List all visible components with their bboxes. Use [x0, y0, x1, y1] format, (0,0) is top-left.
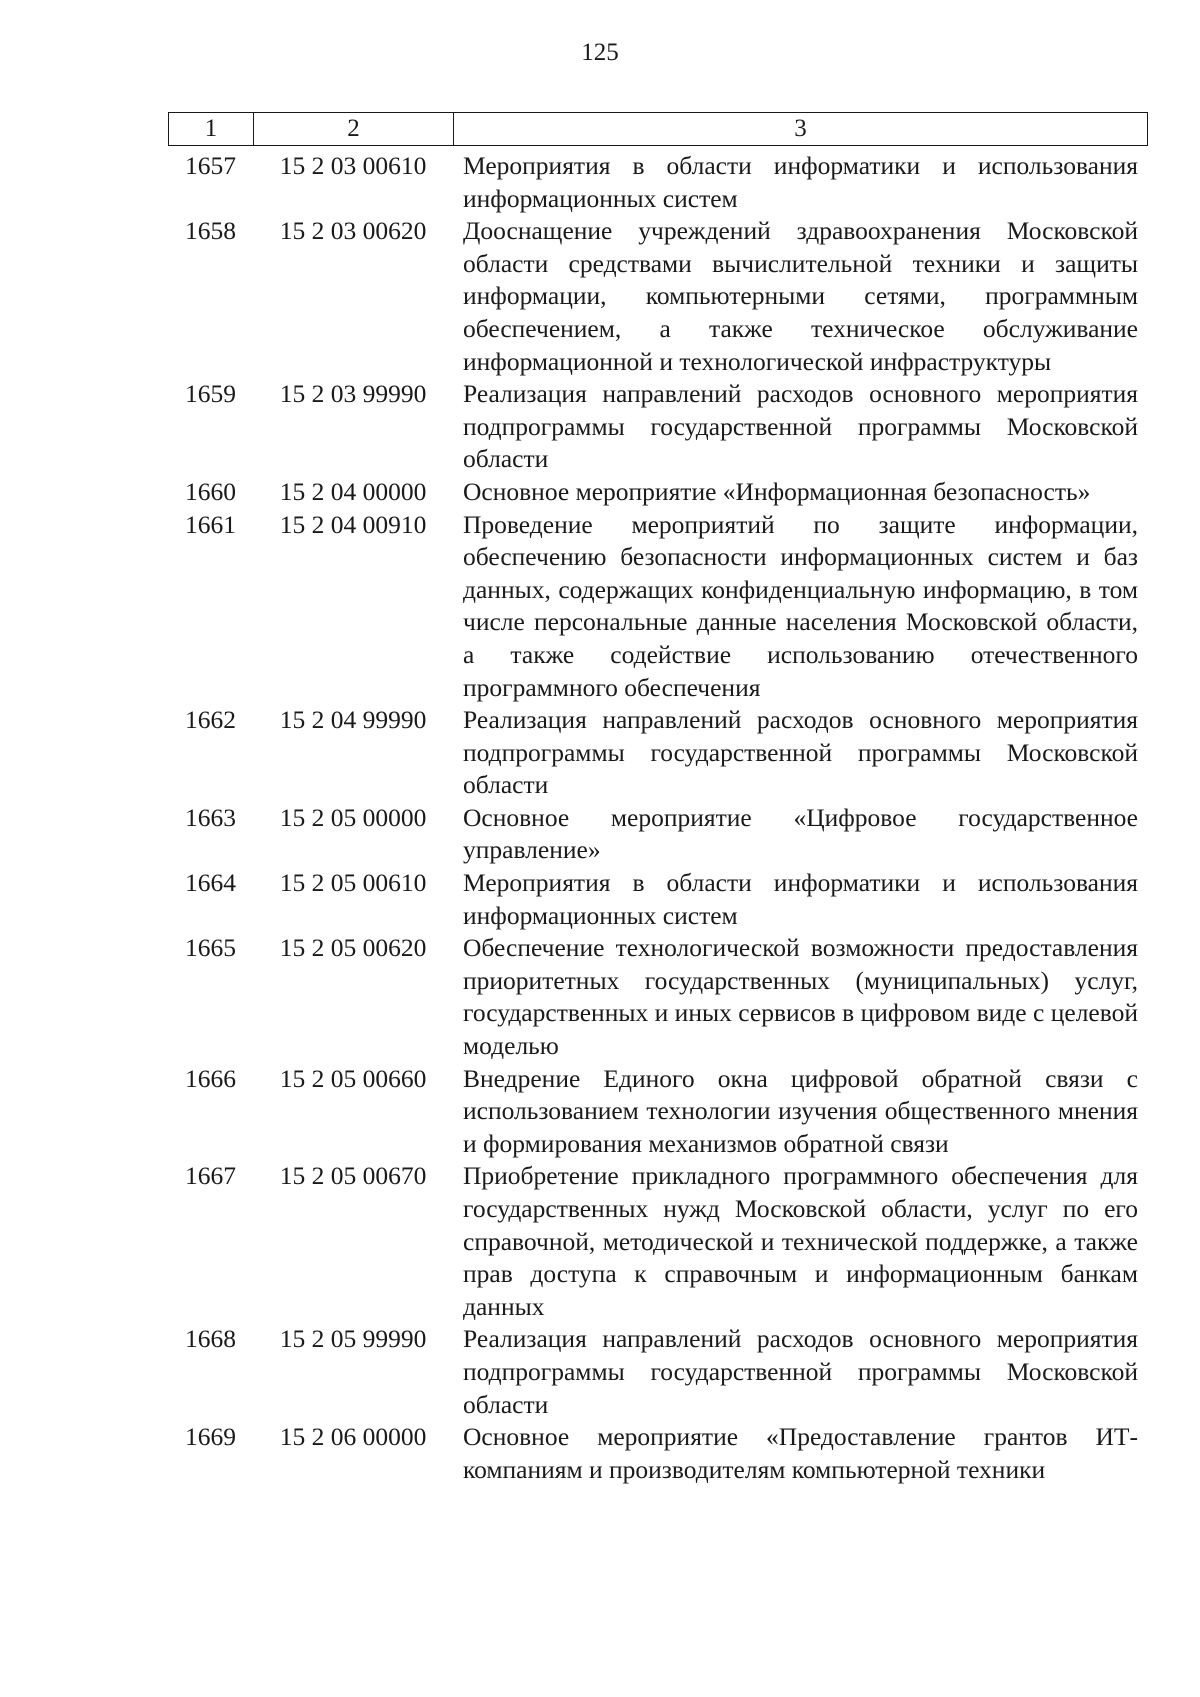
row-number: 1662 [185, 705, 236, 735]
table-row [168, 932, 1148, 1062]
row-description: Мероприятия в области информатики и использования информационных систем [463, 868, 1138, 930]
table-row [168, 704, 1148, 802]
row-description: Обеспечение технологической возможности предоставления приоритетных государственных (муниципальных) услуг, государственных и иных сервисов в цифровом виде с целевой моделью [463, 933, 1138, 1061]
row-description: Реализация направлений расходов основного мероприятия подпрограммы государственной программы Московской области [463, 379, 1138, 474]
table-row [168, 150, 1148, 215]
row-description: Приобретение прикладного программного обеспечения для государственных нужд Московской области, услуг по его справочной, методической и технической поддержке, а также прав доступа к справочным и информационным банкам данных [463, 1161, 1138, 1321]
row-number: 1661 [185, 509, 236, 539]
table-row [168, 215, 1148, 378]
header-cell-3: 3 [794, 115, 807, 142]
row-description: Реализация направлений расходов основного мероприятия подпрограммы государственной программы Московской области [463, 1324, 1138, 1419]
row-description: Реализация направлений расходов основного мероприятия подпрограммы государственной программы Московской области [463, 705, 1138, 800]
table-row [168, 1323, 1148, 1421]
row-code: 15 2 06 00000 [279, 1422, 427, 1452]
row-code: 15 2 04 00910 [279, 509, 427, 539]
row-description: Основное мероприятие «Предоставление грантов ИТ-компаниям и производителям компьютерной техники [463, 1422, 1138, 1484]
row-number: 1657 [185, 151, 236, 180]
row-code: 15 2 05 00000 [279, 802, 427, 832]
row-number: 1666 [185, 1063, 236, 1093]
row-description: Внедрение Единого окна цифровой обратной связи с использованием технологии изучения общественного мнения и формирования механизмов обратной связи [463, 1063, 1138, 1158]
table-row [168, 378, 1148, 476]
row-number: 1665 [185, 933, 236, 963]
row-description: Дооснащение учреждений здравоохранения Московской области средствами вычислительной техники и защиты информации, компьютерными сетями, программным обеспечением, а также техническое обслуживание информационной и технологической инфраструктуры [463, 216, 1138, 376]
row-description: Мероприятия в области информатики и использования информационных систем [463, 151, 1138, 213]
row-code: 15 2 05 00620 [279, 933, 427, 963]
row-code: 15 2 03 99990 [279, 379, 427, 409]
table-row [168, 802, 1148, 867]
row-code: 15 2 05 00610 [279, 868, 427, 898]
table-body [168, 150, 1148, 1486]
row-number: 1667 [185, 1161, 236, 1191]
table-row [168, 1063, 1148, 1161]
row-number: 1663 [185, 802, 236, 832]
row-number: 1664 [185, 868, 236, 898]
row-number: 1658 [185, 216, 236, 246]
row-code: 15 2 05 00670 [279, 1161, 427, 1191]
row-number: 1669 [185, 1422, 236, 1452]
row-code: 15 2 03 00610 [279, 151, 427, 180]
row-code: 15 2 03 00620 [279, 216, 427, 246]
header-cell-1: 1 [169, 113, 254, 145]
row-code: 15 2 04 99990 [279, 705, 427, 735]
header-cell-2: 2 [254, 113, 454, 145]
row-code: 15 2 04 00000 [279, 476, 427, 506]
row-description: Основное мероприятие «Информационная безопасность» [463, 476, 1091, 506]
row-number: 1660 [185, 476, 236, 506]
table-row [168, 476, 1148, 509]
table-row [168, 867, 1148, 932]
row-number: 1668 [185, 1324, 236, 1354]
row-description: Основное мероприятие «Цифровое государственное управление» [463, 802, 1138, 865]
table-header [168, 112, 1148, 146]
row-description: Проведение мероприятий по защите информации, обеспечению безопасности информационных систем и баз данных, содержащих конфиденциальную информацию, в том числе персональные данные населения Московской области, а также содействие использованию отечественного программного обеспечения [463, 509, 1138, 702]
page-number: 125 [581, 39, 619, 66]
row-number: 1659 [185, 379, 236, 409]
table-row [168, 1160, 1148, 1323]
row-code: 15 2 05 00660 [279, 1063, 427, 1093]
table-row [168, 509, 1148, 705]
row-code: 15 2 05 99990 [279, 1324, 427, 1354]
table-row [168, 1421, 1148, 1486]
